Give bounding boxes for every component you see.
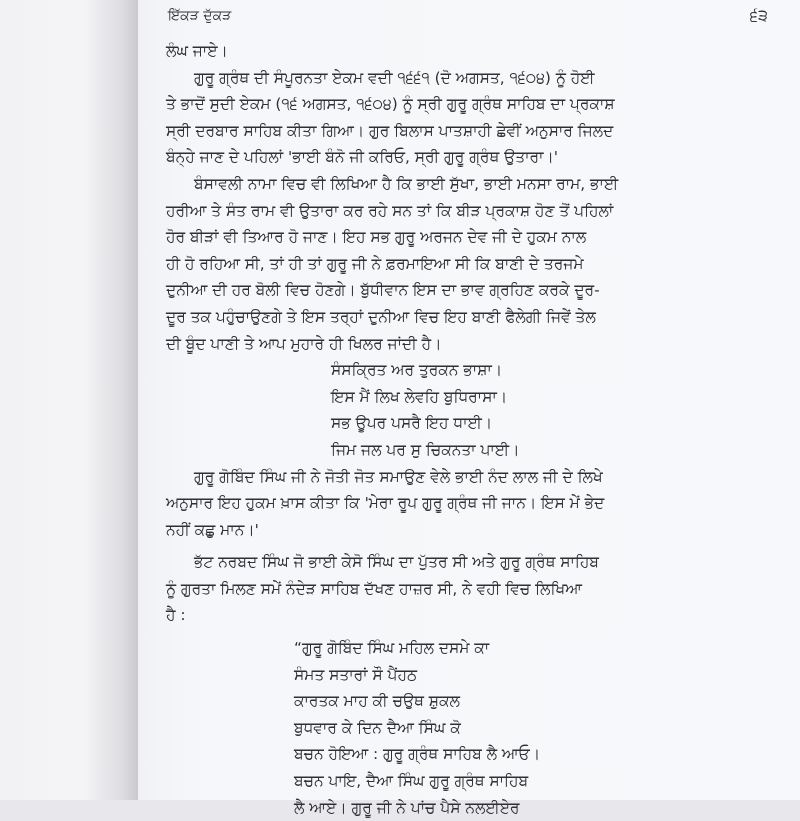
text-line: ਦੀ ਬੂੰਦ ਪਾਣੀ ਤੇ ਆਪ ਮੁਹਾਰੇ ਹੀ ਖਿਲਰ ਜਾਂਦੀ ਹੈ। bbox=[166, 334, 442, 353]
text-line: ਦੁਨੀਆ ਦੀ ਹਰ ਬੋਲੀ ਵਿਚ ਹੋਣਗੇ। ਬੁੱਧੀਵਾਨ ਇਸ ਦਾ ਭਾਵ ਗ੍ਰਹਿਣ ਕਰਕੇ ਦੂਰ- bbox=[166, 281, 600, 300]
verse-line: ਕਾਰਤਕ ਮਾਹ ਕੀ ਚਉਥ ਸ਼ੁਕਲ bbox=[294, 692, 460, 711]
text-line: ਹੈ : bbox=[166, 606, 186, 625]
body-text bbox=[166, 38, 766, 821]
text-line: ਤੇ ਭਾਦੋਂ ਸੁਦੀ ਏਕਮ (੧੬ ਅਗਸਤ, ੧੬੦੪) ਨੂੰ ਸ੍ਰੀ ਗੁਰੂ ਗ੍ਰੰਥ ਸਾਹਿਬ ਦਾ ਪ੍ਰਕਾਸ਼ bbox=[166, 95, 615, 114]
book-binding-shadow bbox=[0, 0, 138, 800]
verse-line: ਸਭ ਊਪਰ ਪਸਰੈ ਇਹ ਧਾਈ। bbox=[331, 414, 493, 433]
verse-line: ਬਚਨ ਹੋਇਆ : ਗੁਰੂ ਗ੍ਰੰਥ ਸਾਹਿਬ ਲੈ ਆਓ। bbox=[294, 745, 541, 764]
verse-line: ਲੈ ਆਏ। ਗੁਰੂ ਜੀ ਨੇ ਪਾਂਚ ਪੈਸੇ ਨਲਈਏਰ bbox=[294, 798, 520, 817]
verse-line: ਬੁਧਵਾਰ ਕੇ ਦਿਨ ਦੈਆ ਸਿੰਘ ਕੋ bbox=[294, 718, 461, 737]
text-line: ਦੂਰ ਤਕ ਪਹੁੰਚਾਉਣਗੇ ਤੇ ਇਸ ਤਰ੍ਹਾਂ ਦੁਨੀਆ ਵਿਚ ਇਹ ਬਾਣੀ ਫੈਲੇਗੀ ਜਿਵੇਂ ਤੇਲ bbox=[166, 307, 596, 326]
text-line: ਗੁਰੂ ਗੋਬਿੰਦ ਸਿੰਘ ਜੀ ਨੇ ਜੋਤੀ ਜੋਤ ਸਮਾਉਣ ਵੇਲੇ ਭਾਈ ਨੰਦ ਲਾਲ ਜੀ ਦੇ ਲਿਖੇ bbox=[194, 467, 603, 486]
text-line: ਗੁਰੂ ਗ੍ਰੰਥ ਦੀ ਸੰਪੂਰਨਤਾ ਏਕਮ ਵਦੀ ੧੬੬੧ (ਦੋ ਅਗਸਤ, ੧੬੦੪) ਨੂੰ ਹੋਈ bbox=[194, 68, 595, 87]
verse-line: ਇਸ ਮੈਂ ਲਿਖ ਲੇਵਹਿ ਬੁਧਿਰਾਸਾ। bbox=[331, 387, 508, 406]
verse-line: ਬਚਨ ਪਾਇ, ਦੈਆ ਸਿੰਘ ਗੁਰੂ ਗ੍ਰੰਥ ਸਾਹਿਬ bbox=[294, 772, 529, 791]
text-line: ਭੱਟ ਨਰਬਦ ਸਿੰਘ ਜੋ ਭਾਈ ਕੇਸੋ ਸਿੰਘ ਦਾ ਪੁੱਤਰ ਸੀ ਅਤੇ ਗੁਰੂ ਗ੍ਰੰਥ ਸਾਹਿਬ bbox=[194, 553, 599, 572]
text-line: ਨਹੀਂ ਕਛੁ ਮਾਨ।' bbox=[166, 520, 259, 539]
verse-line: “ਗੁਰੂ ਗੋਬਿੰਦ ਸਿੰਘ ਮਹਿਲ ਦਸਮੇ ਕਾ bbox=[294, 639, 490, 658]
running-title: ਇੱਕੜ ਦੁੱਕੜ bbox=[168, 8, 232, 24]
text-line: ਬੰਸਾਵਲੀ ਨਾਮਾ ਵਿਚ ਵੀ ਲਿਖਿਆ ਹੈ ਕਿ ਭਾਈ ਸੁੱਖਾ, ਭਾਈ ਮਨਸਾ ਰਾਮ, ਭਾਈ bbox=[194, 174, 619, 193]
text-line: ਹਰੀਆ ਤੇ ਸੰਤ ਰਾਮ ਵੀ ਉਤਾਰਾ ਕਰ ਰਹੇ ਸਨ ਤਾਂ ਕਿ ਬੀੜ ਪ੍ਰਕਾਸ਼ ਹੋਣ ਤੋਂ ਪਹਿਲਾਂ bbox=[166, 201, 614, 220]
text-line: ਸ੍ਰੀ ਦਰਬਾਰ ਸਾਹਿਬ ਕੀਤਾ ਗਿਆ। ਗੁਰ ਬਿਲਾਸ ਪਾਤਸ਼ਾਹੀ ਛੇਵੀਂ ਅਨੁਸਾਰ ਜਿਲਦ bbox=[166, 121, 614, 140]
text-line: ਹੋਰ ਬੀੜਾਂ ਵੀ ਤਿਆਰ ਹੋ ਜਾਣ। ਇਹ ਸਭ ਗੁਰੂ ਅਰਜਨ ਦੇਵ ਜੀ ਦੇ ਹੁਕਮ ਨਾਲ bbox=[166, 228, 587, 247]
text-line: ਹੀ ਹੋ ਰਹਿਆ ਸੀ, ਤਾਂ ਹੀ ਤਾਂ ਗੁਰੂ ਜੀ ਨੇ ਫ਼ਰਮਾਇਆ ਸੀ ਕਿ ਬਾਣੀ ਦੇ ਤਰਜਮੇ bbox=[166, 254, 584, 273]
text-line: ਲੰਘ ਜਾਏ। bbox=[166, 42, 228, 60]
text-line: ਬੰਨ੍ਹੇ ਜਾਣ ਦੇ ਪਹਿਲਾਂ 'ਭਾਈ ਬੰਨੋ ਜੀ ਕਰਿਓ, ਸ੍ਰੀ ਗੁਰੂ ਗ੍ਰੰਥ ਉਤਾਰਾ।' bbox=[166, 148, 559, 167]
verse-line: ਸੰਮਤ ਸਤਾਰਾਂ ਸੌ ਪੈਂਹਠ bbox=[294, 665, 418, 684]
text-line: ਨੂੰ ਗੁਰਤਾ ਮਿਲਣ ਸਮੇਂ ਨੰਦੇੜ ਸਾਹਿਬ ਦੱਖਣ ਹਾਜ਼ਰ ਸੀ, ਨੇ ਵਹੀ ਵਿਚ ਲਿਖਿਆ bbox=[166, 579, 582, 598]
book-page bbox=[138, 0, 800, 817]
verse-line: ਸੰਸਕ੍ਰਿਤ ਅਰ ਤੁਰਕਨ ਭਾਸ਼ਾ। bbox=[331, 361, 503, 380]
verse-line: ਜਿਮ ਜਲ ਪਰ ਸੁ ਚਿਕਨਤਾ ਪਾਈ। bbox=[331, 440, 520, 459]
text-line: ਅਨੁਸਾਰ ਇਹ ਹੁਕਮ ਖ਼ਾਸ ਕੀਤਾ ਕਿ 'ਮੇਰਾ ਰੂਪ ਗੁਰੂ ਗ੍ਰੰਥ ਜੀ ਜਾਨ। ਇਸ ਮੇਂ ਭੇਦ bbox=[166, 494, 605, 513]
page-number: ੬੩ bbox=[749, 6, 768, 25]
